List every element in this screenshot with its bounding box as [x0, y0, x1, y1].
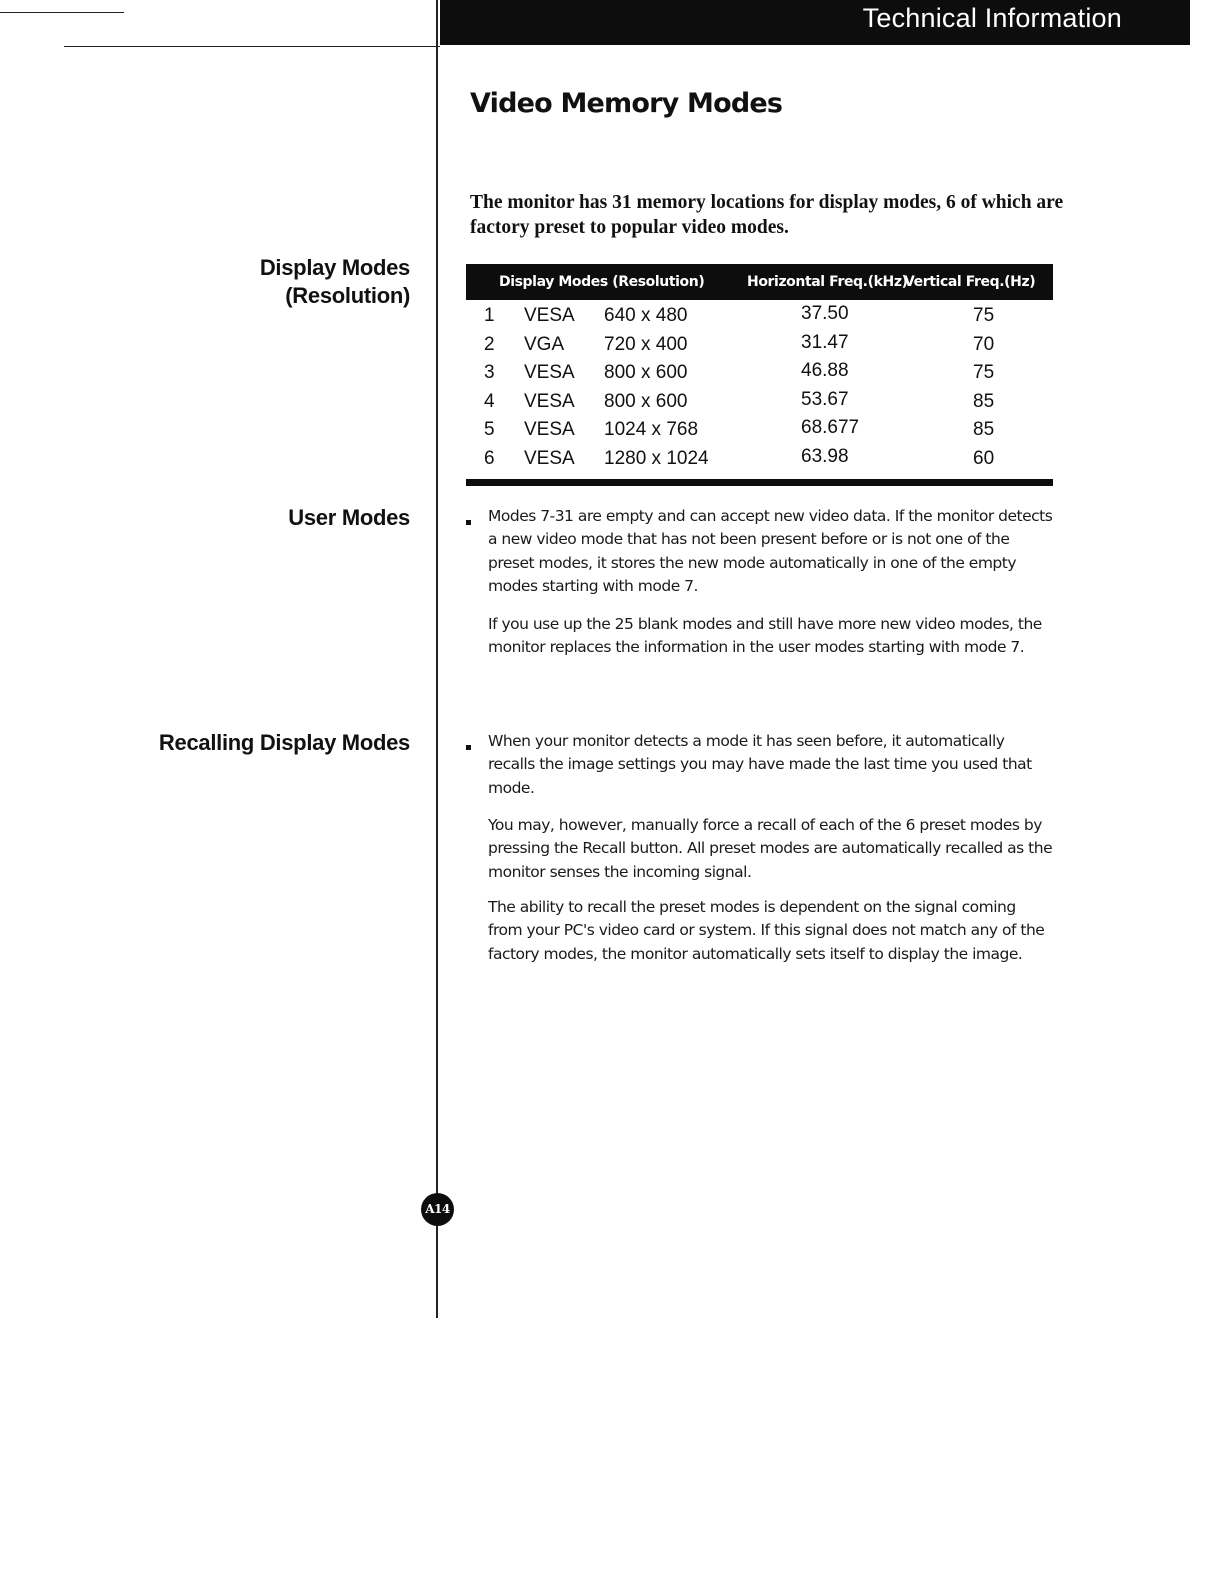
mode-number: 4 — [484, 390, 495, 412]
user-modes-paragraph-1: Modes 7-31 are empty and can accept new video data. If the monitor detects a new video mode that has not been present before or is not one of the preset modes, it stores the new mode automatically in one of the empty modes starting with mode 7. — [488, 507, 1053, 595]
mode-resolution: 1280 x 1024 — [604, 447, 709, 469]
mode-number: 6 — [484, 447, 495, 469]
table-row — [466, 417, 1053, 446]
header-display-modes: Display Modes (Resolution) — [499, 274, 705, 290]
vertical-divider — [436, 0, 438, 1318]
mode-resolution: 720 x 400 — [604, 333, 688, 355]
mode-resolution: 800 x 600 — [604, 390, 688, 412]
recalling-paragraph-2: You may, however, manually force a recall of each of the 6 preset modes by pressing the Recall button. All preset modes are automatically recalled as the monitor senses the incoming signal. — [488, 816, 1053, 881]
side-heading-recalling: Recalling Display Modes — [158, 730, 410, 755]
table-bottom-rule — [466, 479, 1053, 486]
page-number-badge: A14 — [421, 1193, 454, 1226]
bullet-icon — [466, 745, 471, 750]
table-row — [466, 389, 1053, 418]
header-vertical-freq: Vertical Freq.(Hz) — [904, 274, 1036, 290]
vertical-freq: 85 — [973, 419, 995, 441]
recalling-paragraph-3: The ability to recall the preset modes is dependent on the signal coming from your PC's video card or system. If this signal does not match any of the factory modes, the monitor automatically sets itself to display the image. — [488, 898, 1045, 963]
table-body — [466, 303, 1053, 475]
bullet-icon — [466, 520, 471, 525]
horizontal-freq: 37.50 — [801, 303, 849, 324]
mode-number: 5 — [484, 419, 495, 441]
mode-standard: VESA — [524, 305, 575, 326]
page-title: Video Memory Modes — [470, 88, 783, 119]
intro-text: The monitor has 31 memory locations for display modes, 6 of which are factory preset to popular video modes. — [470, 192, 1064, 238]
horizontal-freq: 63.98 — [801, 445, 849, 467]
mode-resolution: 800 x 600 — [604, 362, 688, 384]
horizontal-freq: 31.47 — [801, 331, 849, 353]
vertical-freq: 70 — [973, 333, 995, 355]
side-heading-user-modes: User Modes — [288, 505, 410, 530]
table-row — [466, 360, 1053, 389]
mode-standard: VESA — [524, 390, 575, 412]
side-heading-display-modes — [260, 254, 410, 310]
mode-standard: VESA — [524, 362, 575, 384]
mode-resolution: 640 x 480 — [604, 305, 688, 326]
header-title: Technical Information — [862, 3, 1122, 33]
vertical-freq: 85 — [973, 390, 995, 412]
table-row — [466, 303, 1053, 332]
mode-number: 3 — [484, 362, 495, 384]
table-row — [466, 332, 1053, 361]
side-heading-display-modes-line2: (Resolution) — [285, 283, 410, 308]
vertical-freq: 60 — [973, 447, 995, 469]
header-bar — [440, 0, 1190, 45]
mode-resolution: 1024 x 768 — [604, 419, 699, 441]
mode-number: 1 — [484, 305, 495, 326]
header-horizontal-freq: Horizontal Freq.(kHz) — [747, 274, 908, 290]
mode-standard: VGA — [524, 333, 565, 355]
left-column-rule — [64, 46, 440, 47]
top-left-rule — [0, 12, 124, 13]
user-modes-paragraph-2: If you use up the 25 blank modes and still have more new video modes, the monitor replaces the information in the user modes starting with mode 7. — [488, 615, 1042, 657]
horizontal-freq: 68.677 — [801, 417, 860, 439]
mode-standard: VESA — [524, 447, 575, 469]
vertical-freq: 75 — [973, 305, 995, 326]
table-header — [466, 264, 1053, 300]
table-row — [466, 446, 1053, 475]
side-heading-display-modes-line1: Display Modes — [259, 255, 410, 280]
horizontal-freq: 46.88 — [801, 360, 849, 382]
horizontal-freq: 53.67 — [801, 388, 849, 410]
mode-number: 2 — [484, 333, 495, 355]
display-modes-table — [466, 264, 1053, 486]
mode-standard: VESA — [524, 419, 575, 441]
vertical-freq: 75 — [973, 362, 995, 384]
recalling-paragraph-1: When your monitor detects a mode it has seen before, it automatically recalls the image settings you may have made the last time you used that mode. — [488, 732, 1032, 797]
